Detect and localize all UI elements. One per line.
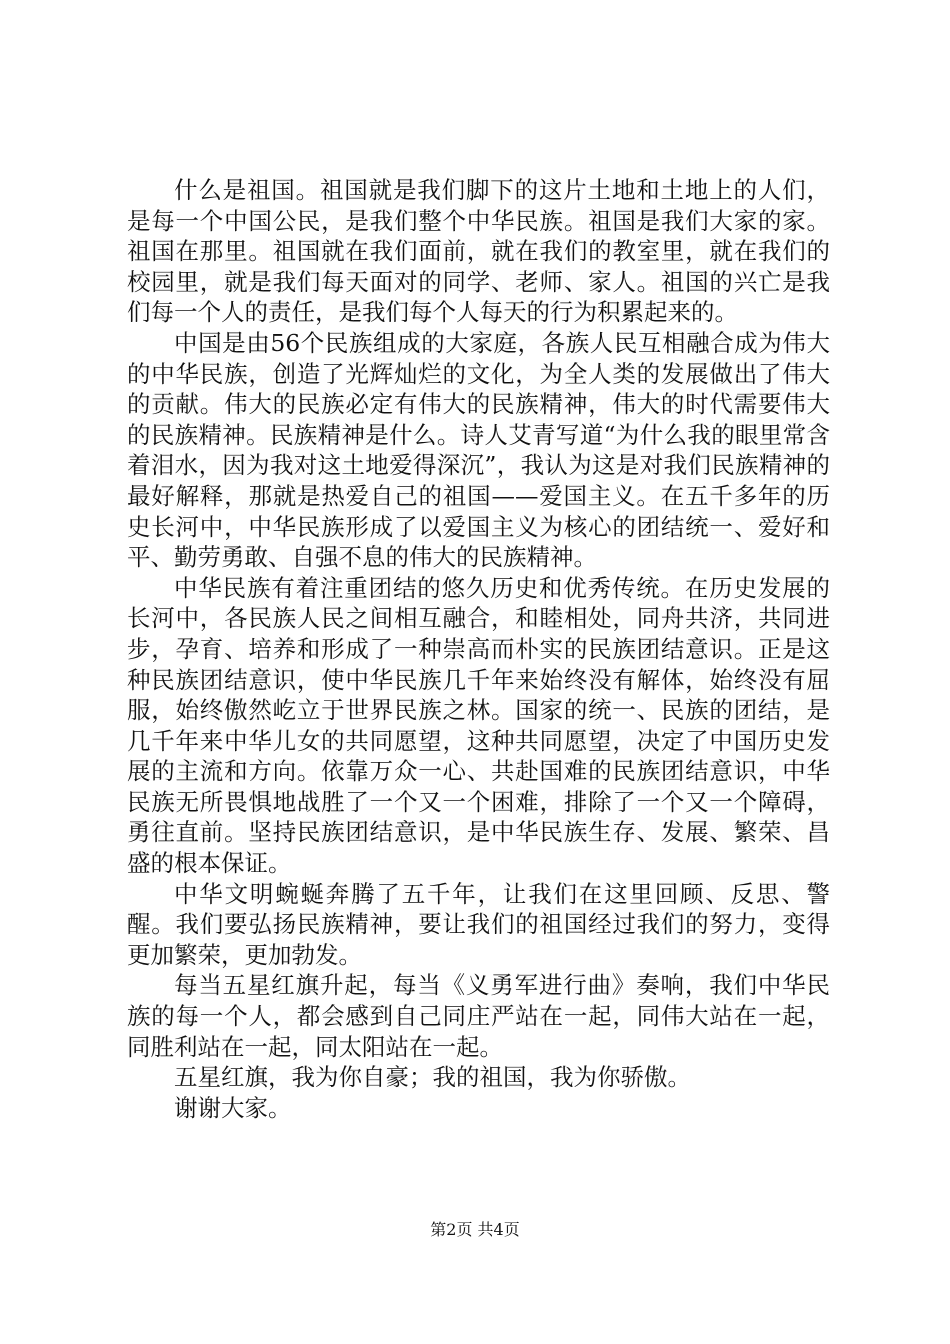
paragraph-2: 中国是由56个民族组成的大家庭，各族人民互相融合成为伟大的中华民族，创造了光辉灿烂的文化，为全人类的发展做出了伟大的贡献。伟大的民族必定有伟大的民族精神，伟大的时代需要伟大的民族精神。民族精神是什么。诗人艾青写道“为什么我的眼里常含着泪水，因为我对这土地爱得深沉”，我认为这是对我们民族精神的最好解释，那就是热爱自己的祖国——爱国主义。在五千多年的历史长河中，中华民族形成了以爱国主义为核心的团结统一、爱好和平、勤劳勇敢、自强不息的伟大的民族精神。 xyxy=(127,328,830,572)
paragraph-4: 中华文明蜿蜒奔腾了五千年，让我们在这里回顾、反思、警醒。我们要弘扬民族精神，要让我们的祖国经过我们的努力，变得更加繁荣，更加勃发。 xyxy=(127,879,830,969)
paragraph-5: 每当五星红旗升起，每当《义勇军进行曲》奏响，我们中华民族的每一个人，都会感到自己同庄严站在一起，同伟大站在一起，同胜利站在一起，同太阳站在一起。 xyxy=(127,971,830,1061)
paragraph-1: 什么是祖国。祖国就是我们脚下的这片土地和土地上的人们，是每一个中国公民，是我们整个中华民族。祖国是我们大家的家。祖国在那里。祖国就在我们面前，就在我们的教室里，就在我们的校园里，就是我们每天面对的同学、老师、家人。祖国的兴亡是我们每一个人的责任，是我们每个人每天的行为积累起来的。 xyxy=(127,176,830,327)
page-number-footer: 第2页 共4页 xyxy=(430,1220,520,1239)
paragraph-3: 中华民族有着注重团结的悠久历史和优秀传统。在历史发展的长河中，各民族人民之间相互融合，和睦相处，同舟共济，共同进步，孕育、培养和形成了一种崇高而朴实的民族团结意识。正是这种民族团结意识，使中华民族几千年来始终没有解体，始终没有屈服，始终傲然屹立于世界民族之林。国家的统一、民族的团结，是几千年来中华儿女的共同愿望，这种共同愿望，决定了中国历史发展的主流和方向。依靠万众一心、共赴国难的民族团结意识，中华民族无所畏惧地战胜了一个又一个困难，排除了一个又一个障碍，勇往直前。坚持民族团结意识，是中华民族生存、发展、繁荣、昌盛的根本保证。 xyxy=(127,573,830,878)
paragraph-7: 谢谢大家。 xyxy=(174,1093,292,1122)
document-body xyxy=(127,175,830,1123)
paragraph-6: 五星红旗，我为你自豪；我的祖国，我为你骄傲。 xyxy=(174,1063,691,1092)
